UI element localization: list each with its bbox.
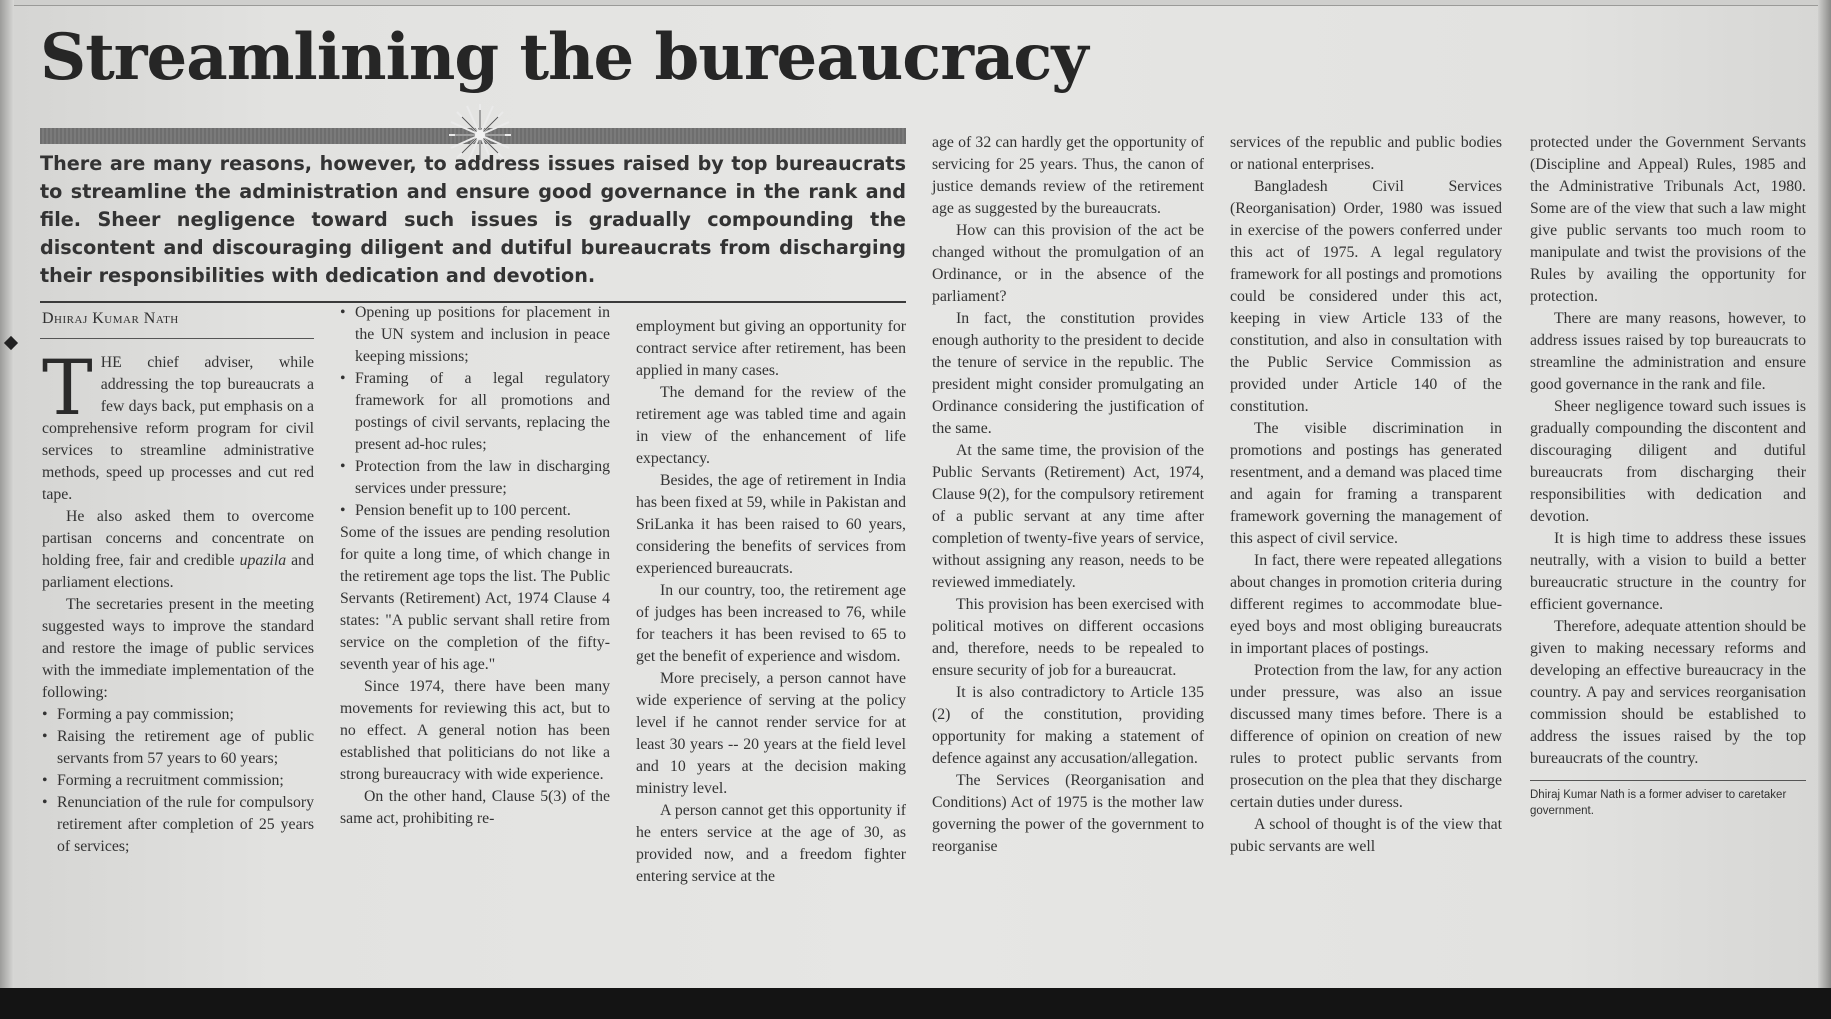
paragraph: In fact, the constitution provides enough authority to the president to decide the tenure of service in the republic. The president might consider promulgating an Ordinance considering the justification of the same. bbox=[932, 310, 1204, 437]
bullet-list bbox=[42, 704, 314, 858]
column-3 bbox=[636, 316, 906, 888]
byline: Dhiraj Kumar Nath bbox=[42, 310, 179, 327]
list-item: • Opening up positions for placement in the UN system and inclusion in peace keeping missions; bbox=[340, 302, 610, 368]
list-item: • Protection from the law in discharging services under pressure; bbox=[340, 456, 610, 500]
bullet-list bbox=[340, 302, 610, 522]
paragraph: Besides, the age of retirement in India has been fixed at 59, while in Pakistan and SriLanka it has been raised to 60 years, considering the benefits of services from experienced bureaucrats. bbox=[636, 472, 906, 577]
paragraph: A person cannot get this opportunity if he enters service at the age of 30, as provided now, and a freedom fighter entering service at the bbox=[636, 802, 906, 885]
paragraph: In our country, too, the retirement age of judges has been increased to 76, while for teachers it has been revised to 65 to get the benefit of experience and wisdom. bbox=[636, 582, 906, 665]
paragraph: protected under the Government Servants (Discipline and Appeal) Rules, 1985 and the Administrative Tribunals Act, 1980. Some are of the view that such a law might give public servants too much room to manipulate and twist the provisions of the Rules by availing the opportunity for protection. bbox=[1530, 134, 1806, 305]
paragraph: The secretaries present in the meeting suggested ways to improve the standard and restore the image of public services with the immediate implementation of the following: bbox=[42, 596, 314, 701]
paragraph: There are many reasons, however, to address issues raised by top bureaucrats to streamline the administration and ensure good governance in the rank and file. bbox=[1530, 310, 1806, 393]
column-4 bbox=[932, 132, 1204, 858]
byline-rule bbox=[40, 338, 314, 339]
list-item: • Pension benefit up to 100 percent. bbox=[340, 500, 610, 522]
headline: Streamlining the bureaucracy bbox=[40, 20, 1088, 95]
paragraph: On the other hand, Clause 5(3) of the same act, prohibiting re- bbox=[340, 788, 610, 827]
paragraph: employment but giving an opportunity for contract service after retirement, has been applied in many cases. bbox=[636, 318, 906, 379]
paragraph: At the same time, the provision of the Public Servants (Retirement) Act, 1974, Clause 9(2), for the compulsory retirement of a public servant at any time after completion of twenty-five years of service, without assigning any reason, needs to be reviewed immediately. bbox=[932, 442, 1204, 591]
list-item: • Forming a pay commission; bbox=[42, 704, 314, 726]
paragraph: Bangladesh Civil Services (Reorganisation) Order, 1980 was issued in exercise of the powers conferred under this act of 1975. A legal regulatory framework for all postings and promotions could be considered under this act, keeping in view Article 133 of the constitution, and also in consultation with the Public Service Commission as provided under Article 140 of the constitution. bbox=[1230, 178, 1502, 415]
column-5 bbox=[1230, 132, 1502, 858]
page-right-edge bbox=[1818, 0, 1831, 1019]
paragraph: Since 1974, there have been many movements for reviewing this act, but to no effect. A general notion has been established that politicians do not like a strong bureaucracy with wide experience. bbox=[340, 678, 610, 783]
column-1 bbox=[42, 343, 314, 858]
paragraph: In fact, there were repeated allegations about changes in promotion criteria during different regimes to accommodate blue-eyed boys and most obliging bureaucrats in important places of postings. bbox=[1230, 552, 1502, 657]
page-left-edge bbox=[0, 0, 14, 1019]
paragraph: This provision has been exercised with political motives on different occasions and, therefore, needs to be repealed to ensure security of job for a bureaucrat. bbox=[932, 596, 1204, 679]
paragraph: It is high time to address these issues neutrally, with a vision to build a better bureaucratic structure in the country for efficient governance. bbox=[1530, 530, 1806, 613]
credit-rule bbox=[1530, 780, 1806, 781]
paragraph-lead bbox=[42, 343, 314, 506]
paragraph: Some of the issues are pending resolution for quite a long time, of which change in the retirement age tops the list. The Public Servants (Retirement) Act, 1974 Clause 4 states: "A public servant shall retire from service on the completion of the fifty-seventh year of his age." bbox=[340, 524, 610, 673]
paragraph: A school of thought is of the view that pubic servants are well bbox=[1230, 816, 1502, 855]
page-top-edge bbox=[0, 0, 1831, 6]
paragraph: services of the republic and public bodies or national enterprises. bbox=[1230, 134, 1502, 173]
paragraph: It is also contradictory to Article 135 (2) of the constitution, providing opportunity for making a statement of defence against any accusation/allegation. bbox=[932, 684, 1204, 767]
author-credit: Dhiraj Kumar Nath is a former adviser to caretaker government. bbox=[1530, 789, 1787, 817]
paragraph: The Services (Reorganisation and Conditions) Act of 1975 is the mother law governing the power of the government to reorganise bbox=[932, 772, 1204, 855]
paragraph: Sheer negligence toward such issues is gradually compounding the discontent and discouraging diligent and dutiful bureaucrats from discharging their responsibilities with dedication and devotion. bbox=[1530, 398, 1806, 525]
paragraph: The visible discrimination in promotions and postings has generated resentment, and a demand was placed time and again for framing a transparent framework governing the management of this aspect of civil service. bbox=[1230, 420, 1502, 547]
paragraph: More precisely, a person cannot have wide experience of serving at the policy level if he cannot render service for at least 30 years -- 20 years at the field level and 10 years at the decision making ministry level. bbox=[636, 670, 906, 797]
paragraph: age of 32 can hardly get the opportunity of servicing for 25 years. Thus, the canon of justice demands review of the retirement age as suggested by the bureaucrats. bbox=[932, 134, 1204, 217]
paragraph: He also asked them to overcome partisan concerns and concentrate on holding free, fair and credible upazila and parliament elections. bbox=[42, 508, 314, 591]
article-deck: There are many reasons, however, to address issues raised by top bureaucrats to streamline the administration and ensure good governance in the rank and file. Sheer negligence toward such issues is gradually compounding the discontent and discouraging diligent and dutiful bureaucrats from discharging their responsibilities with dedication and devotion. bbox=[40, 152, 906, 287]
drop-cap: T bbox=[42, 343, 93, 432]
list-item: • Renunciation of the rule for compulsory retirement after completion of 25 years of services; bbox=[42, 792, 314, 858]
column-2 bbox=[340, 302, 610, 830]
paragraph: Protection from the law, for any action under pressure, was also an issue discussed many times before. There is a difference of opinion on creation of new rules to protect public servants from prosecution on the plea that they discharge certain duties under duress. bbox=[1230, 662, 1502, 811]
page-bottom-shadow bbox=[0, 988, 1831, 1019]
list-item: • Framing of a legal regulatory framework for all promotions and postings of civil servants, replacing the present ad-hoc rules; bbox=[340, 368, 610, 456]
paragraph: Therefore, adequate attention should be given to making necessary reforms and developing an effective bureaucracy in the country. A pay and services reorganisation commission should be established to address the issues raised by the top bureaucrats of the country. bbox=[1530, 618, 1806, 767]
list-item: • Raising the retirement age of public servants from 57 years to 60 years; bbox=[42, 726, 314, 770]
paragraph: How can this provision of the act be changed without the promulgation of an Ordinance, or in the absence of the parliament? bbox=[932, 222, 1204, 305]
list-item: • Forming a recruitment commission; bbox=[42, 770, 314, 792]
lead-text: HE chief adviser, while addressing the top bureaucrats a few days back, put emphasis on a comprehensive reform program for civil services to streamline administrative methods, speed up processes and cut red tape. bbox=[42, 354, 314, 503]
paragraph: The demand for the review of the retirement age was tabled time and again in view of the enhancement of life expectancy. bbox=[636, 384, 906, 467]
column-6 bbox=[1530, 132, 1806, 819]
